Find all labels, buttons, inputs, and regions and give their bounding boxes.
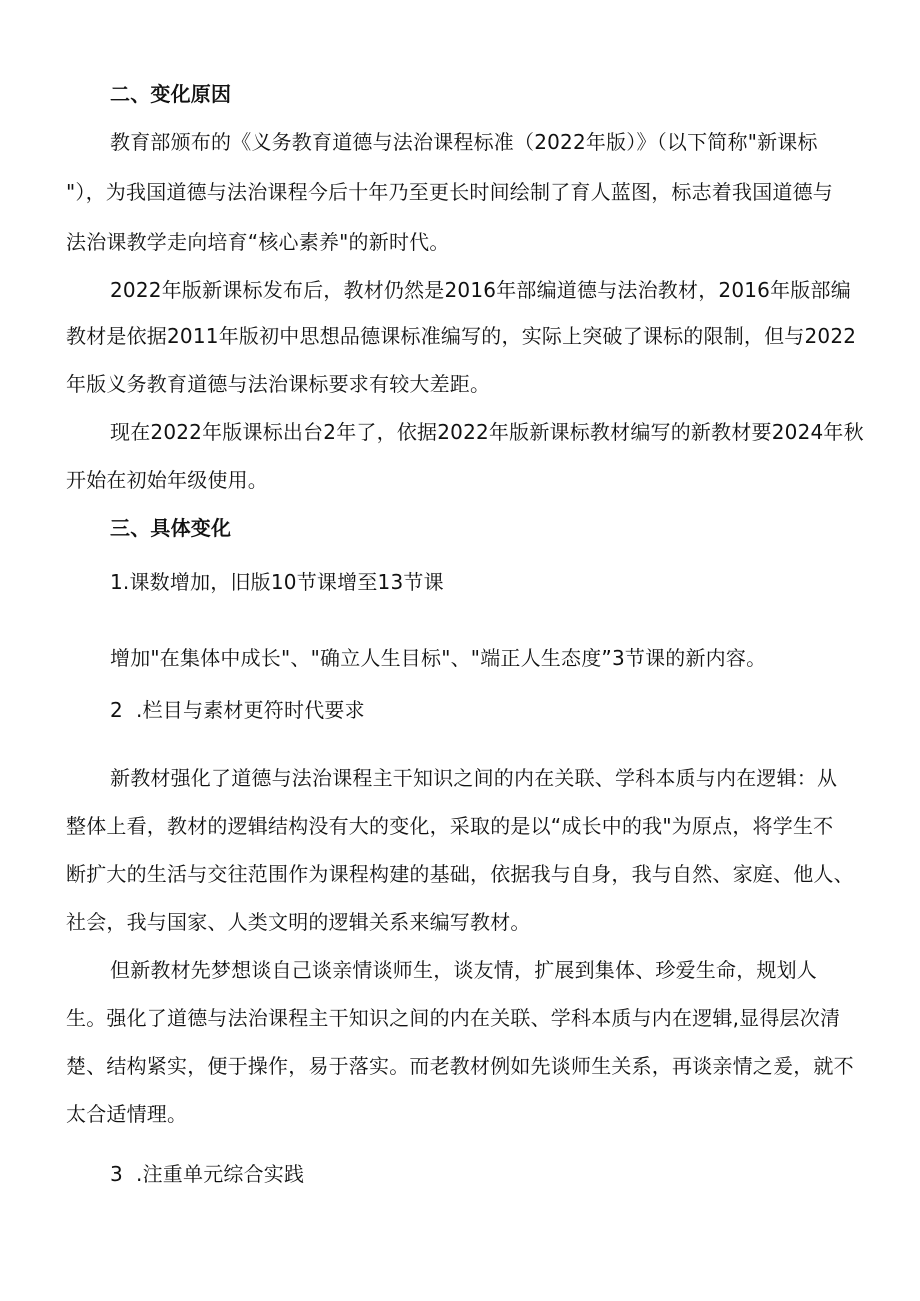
section-heading-specific-changes: 三、具体变化: [110, 516, 232, 540]
list-item-title: 1.课数增加，旧版10节课增至13节课: [110, 570, 444, 594]
section-heading-change-reasons: 二、变化原因: [110, 82, 232, 106]
paragraph-line: 开始在初始年级使用。: [66, 468, 268, 492]
paragraph-line: 社会，我与国家、人类文明的逻辑关系来编写教材。: [66, 910, 531, 934]
list-item-title: 3 .注重单元综合实践: [110, 1162, 305, 1186]
paragraph-line: "），为我国道德与法治课程今后十年乃至更长时间绘制了育人蓝图，标志着我国道德与: [66, 180, 833, 204]
paragraph-line: 太合适情理。: [66, 1102, 188, 1126]
paragraph-line: 法治课教学走向培育“核心素养"的新时代。: [66, 230, 450, 254]
paragraph-line: 现在2022年版课标出台2年了，依据2022年版新课标教材编写的新教材要2024年秋: [110, 420, 864, 444]
paragraph-line: 年版义务教育道德与法治课标要求有较大差距。: [66, 372, 491, 396]
paragraph-line: 生。强化了道德与法治课程主干知识之间的内在关联、学科本质与内在逻辑,显得层次清: [66, 1006, 841, 1030]
paragraph-line: 增加"在集体中成长"、"确立人生目标"、"端正人生态度”3节课的新内容。: [110, 646, 767, 670]
paragraph-line: 整体上看，教材的逻辑结构没有大的变化，采取的是以“成长中的我"为原点，将学生不: [66, 814, 834, 838]
paragraph-line: 教材是依据2011年版初中思想品德课标准编写的，实际上突破了课标的限制，但与2022: [66, 324, 857, 348]
paragraph-line: 断扩大的生活与交往范围作为课程构建的基础，依据我与自身，我与自然、家庭、他人、: [66, 862, 854, 886]
paragraph-line: 2022年版新课标发布后，教材仍然是2016年部编道德与法治教材，2016年版部编: [110, 278, 851, 302]
paragraph-line: 教育部颁布的《义务教育道德与法治课程标准（2022年版）》（以下简称"新课标: [110, 130, 818, 154]
paragraph-line: 但新教材先梦想谈自己谈亲情谈师生，谈友情，扩展到集体、珍爱生命，规划人: [110, 958, 817, 982]
paragraph-line: 楚、结构紧实，便于操作，易于落实。而老教材例如先谈师生关系，再谈亲情之爰，就不: [66, 1054, 854, 1078]
list-item-title: 2 .栏目与素材更符时代要求: [110, 698, 365, 722]
paragraph-line: 新教材强化了道德与法治课程主干知识之间的内在关联、学科本质与内在逻辑：从: [110, 766, 838, 790]
